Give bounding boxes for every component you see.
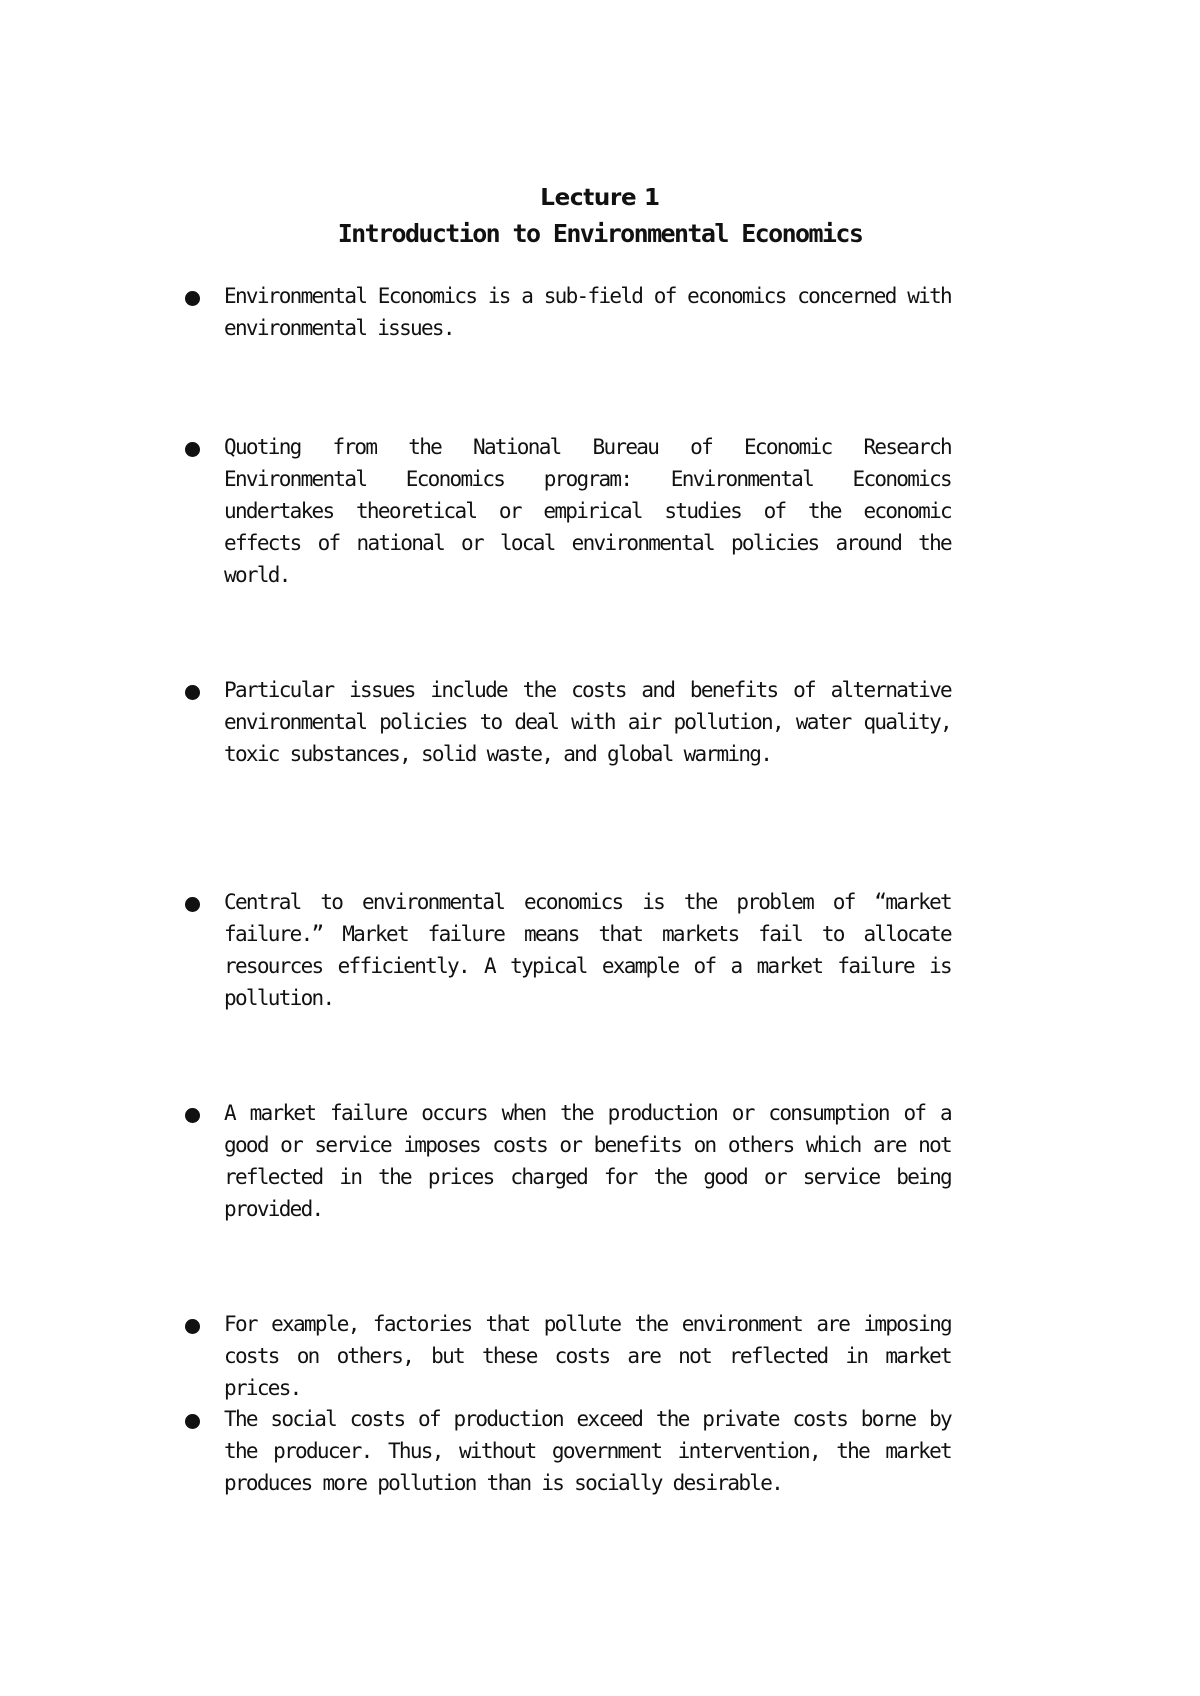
bullet-dot-icon [185, 442, 200, 457]
bullet-dot-icon [185, 1414, 200, 1429]
bullet-text: The social costs of production exceed the private costs borne by the producer. Thus, without government intervention, the market produces more pollution than is socially desirable. [224, 1407, 951, 1495]
bullet-text: A market failure occurs when the production or consumption of a good or service imposes costs or benefits on others which are not reflected in the prices charged for the good or service being provided. [224, 1101, 951, 1221]
bullet-item [181, 886, 951, 1014]
bullet-text: Particular issues include the costs and benefits of alternative environmental policies to deal with air pollution, water quality, toxic substances, solid waste, and global warming. [224, 678, 951, 766]
lecture-number-title: Lecture 1 [540, 185, 660, 211]
bullet-dot-icon [185, 897, 200, 912]
bullet-dot-icon [185, 1319, 200, 1334]
bullet-item [181, 431, 951, 591]
bullet-item [181, 1308, 951, 1404]
bullet-dot-icon [185, 685, 200, 700]
title-block [0, 182, 1200, 252]
bullet-item [181, 674, 951, 770]
bullet-item [181, 1097, 951, 1225]
bullet-item [181, 1403, 951, 1499]
bullet-text: For example, factories that pollute the environment are imposing costs on others, but these costs are not reflected in market prices. [224, 1312, 951, 1400]
bullet-text: Central to environmental economics is the problem of “market failure.” Market failure means that markets fail to allocate resources efficiently. A typical example of a market failure is pollution. [224, 890, 951, 1010]
bullet-dot-icon [185, 1108, 200, 1123]
bullet-item [181, 280, 951, 344]
bullet-text: Environmental Economics is a sub-field of economics concerned with environmental issues. [224, 284, 951, 340]
bullet-text: Quoting from the National Bureau of Economic Research Environmental Economics program: Environmental Economics undertakes theoretical or empirical studies of the economic effects of national or local environmental policies around the world. [224, 435, 951, 587]
lecture-main-title: Introduction to Environmental Economics [337, 219, 863, 248]
bullet-dot-icon [185, 291, 200, 306]
